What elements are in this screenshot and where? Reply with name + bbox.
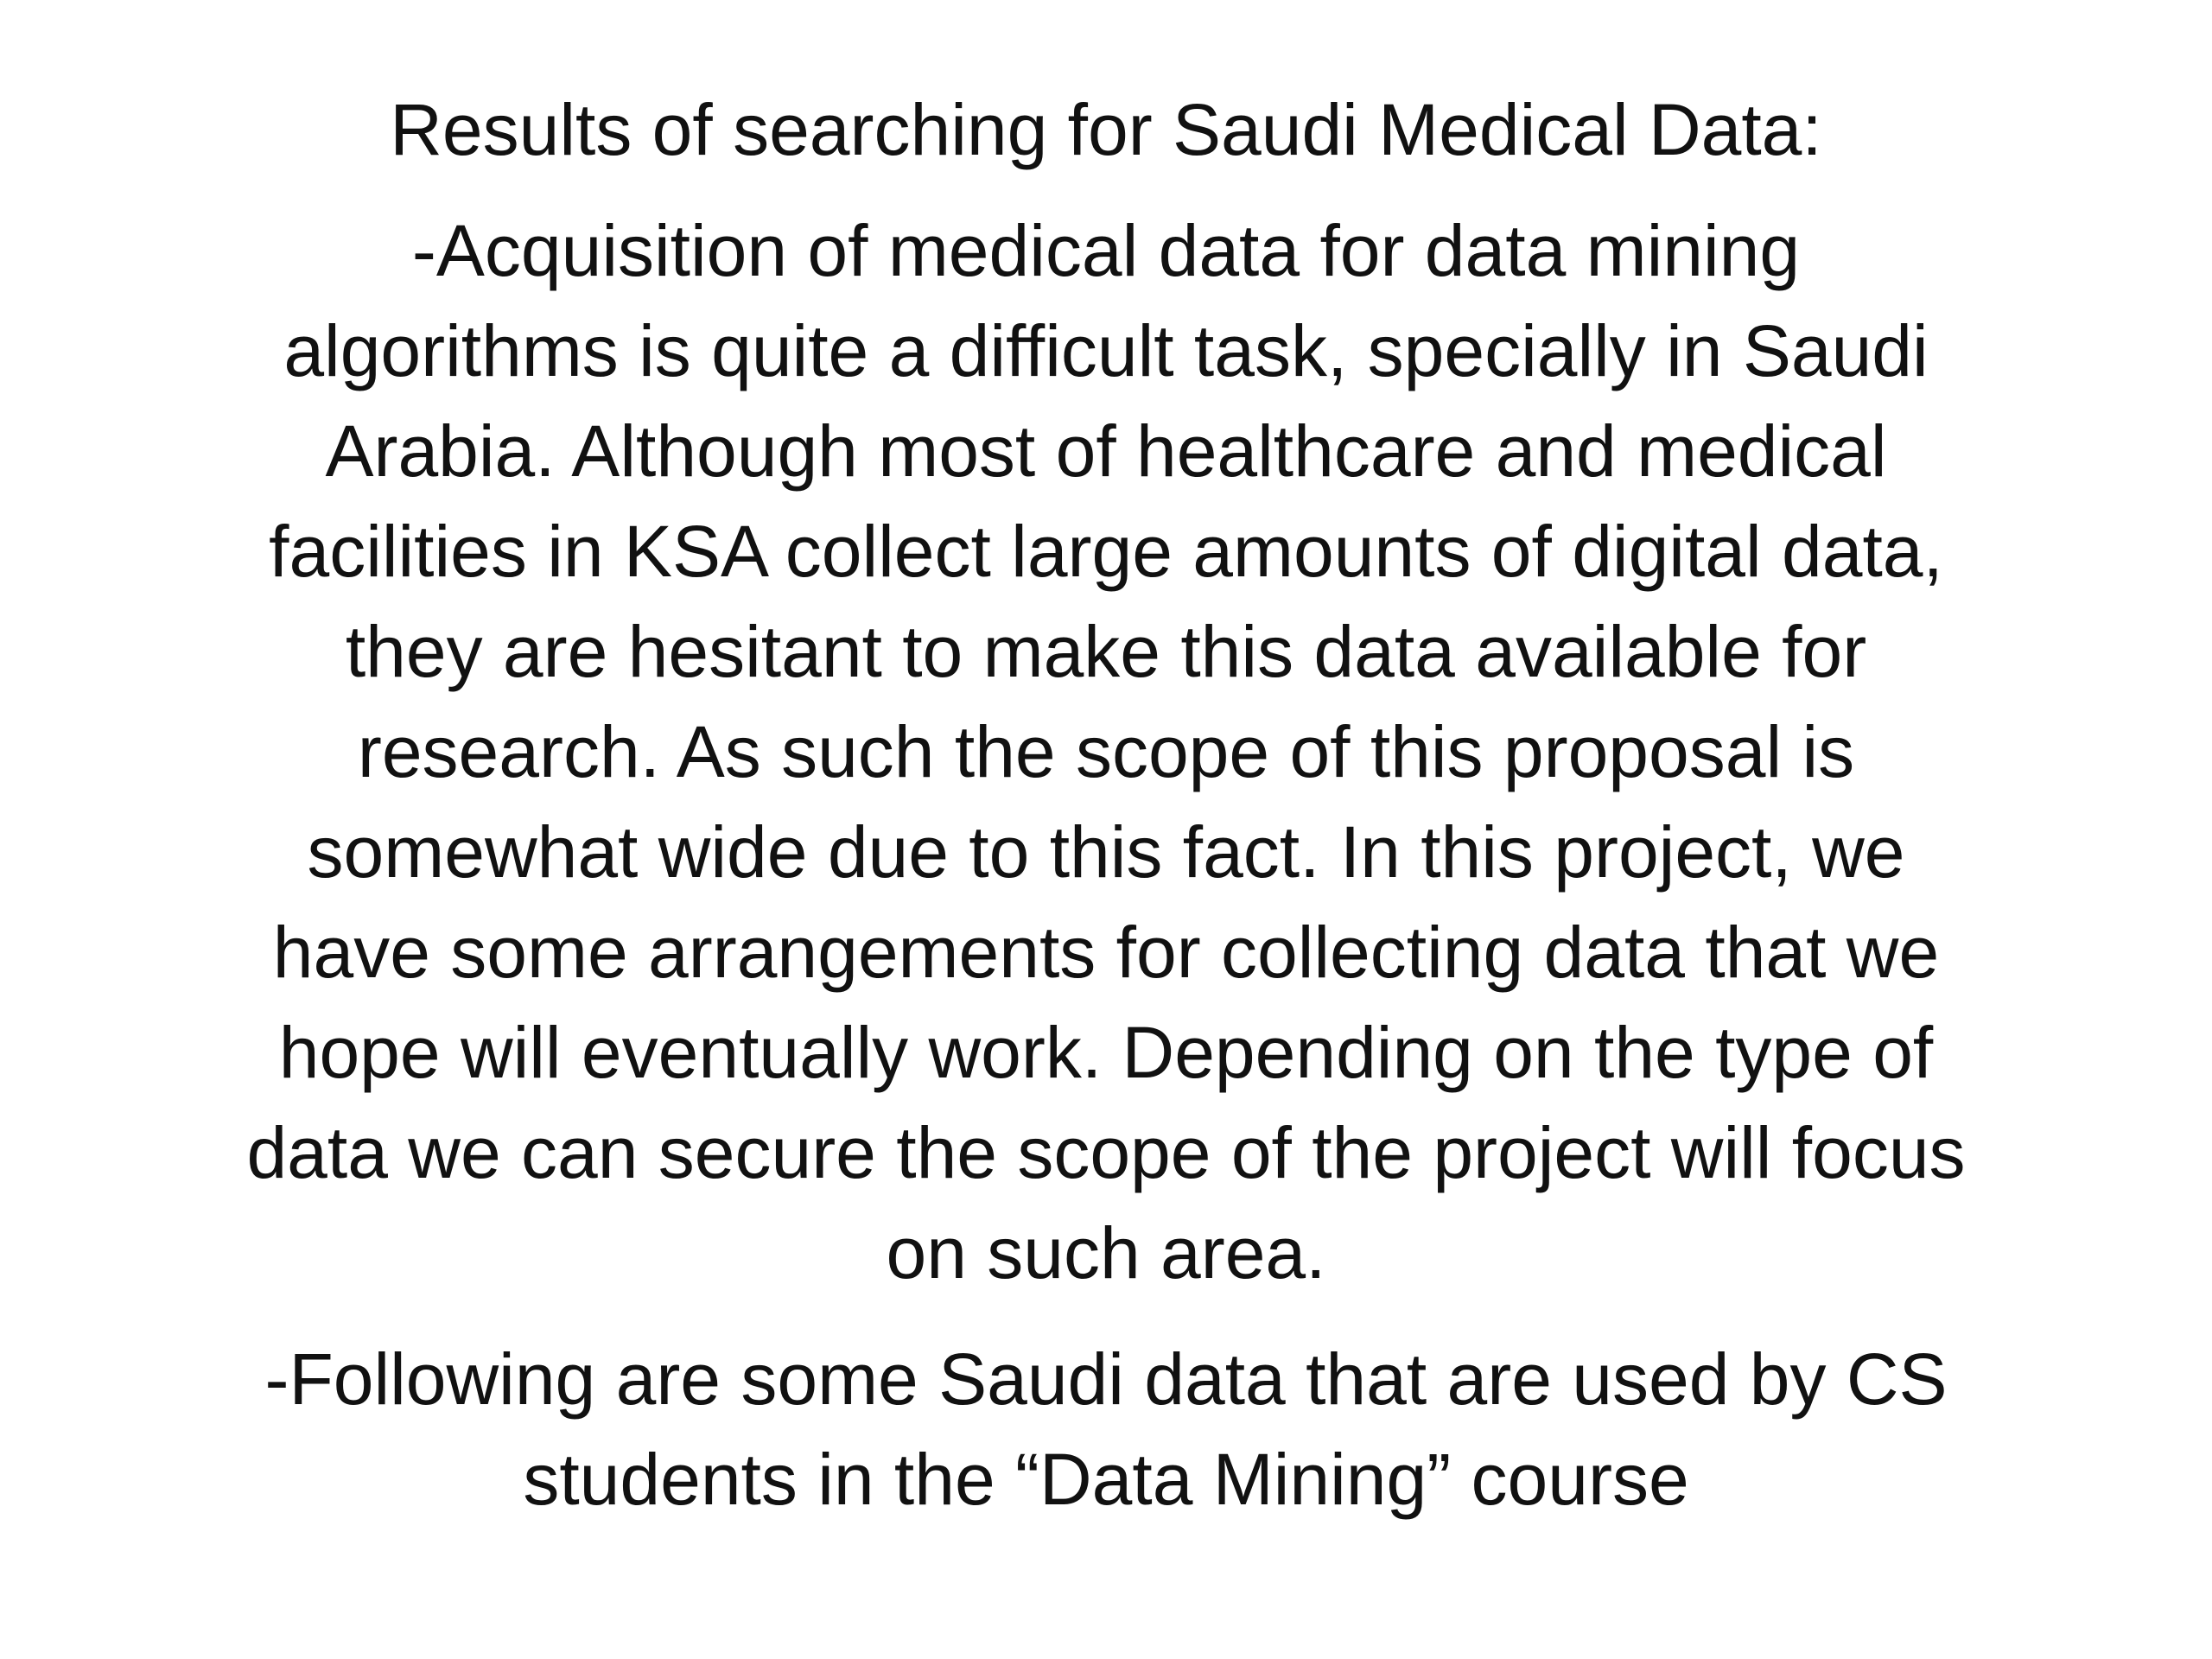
text-line: have some arrangements for collecting data that we [272, 912, 1940, 993]
text-line: research. As such the scope of this proposal is [357, 711, 1855, 792]
text-line: students in the “Data Mining” course [523, 1439, 1689, 1520]
body-paragraph-following [86, 1329, 2126, 1529]
text-line: hope will eventually work. Depending on the type of [278, 1012, 1934, 1093]
text-line: -Acquisition of medical data for data mining [411, 210, 1801, 291]
text-line: Arabia. Although most of healthcare and medical [325, 410, 1887, 492]
body-paragraph-acquisition [86, 200, 2126, 1303]
text-line: facilities in KSA collect large amounts of digital data, [269, 511, 1943, 592]
text-line: algorithms is quite a difficult task, specially in Saudi [283, 310, 1929, 391]
text-line: data we can secure the scope of the project will focus [246, 1112, 1966, 1193]
slide-title: Results of searching for Saudi Medical Data: [390, 89, 1822, 170]
text-line: they are hesitant to make this data available for [345, 611, 1867, 692]
text-line: -Following are some Saudi data that are used by CS [264, 1338, 1948, 1420]
text-line: somewhat wide due to this fact. In this project, we [307, 811, 1905, 893]
text-line: on such area. [886, 1212, 1326, 1294]
